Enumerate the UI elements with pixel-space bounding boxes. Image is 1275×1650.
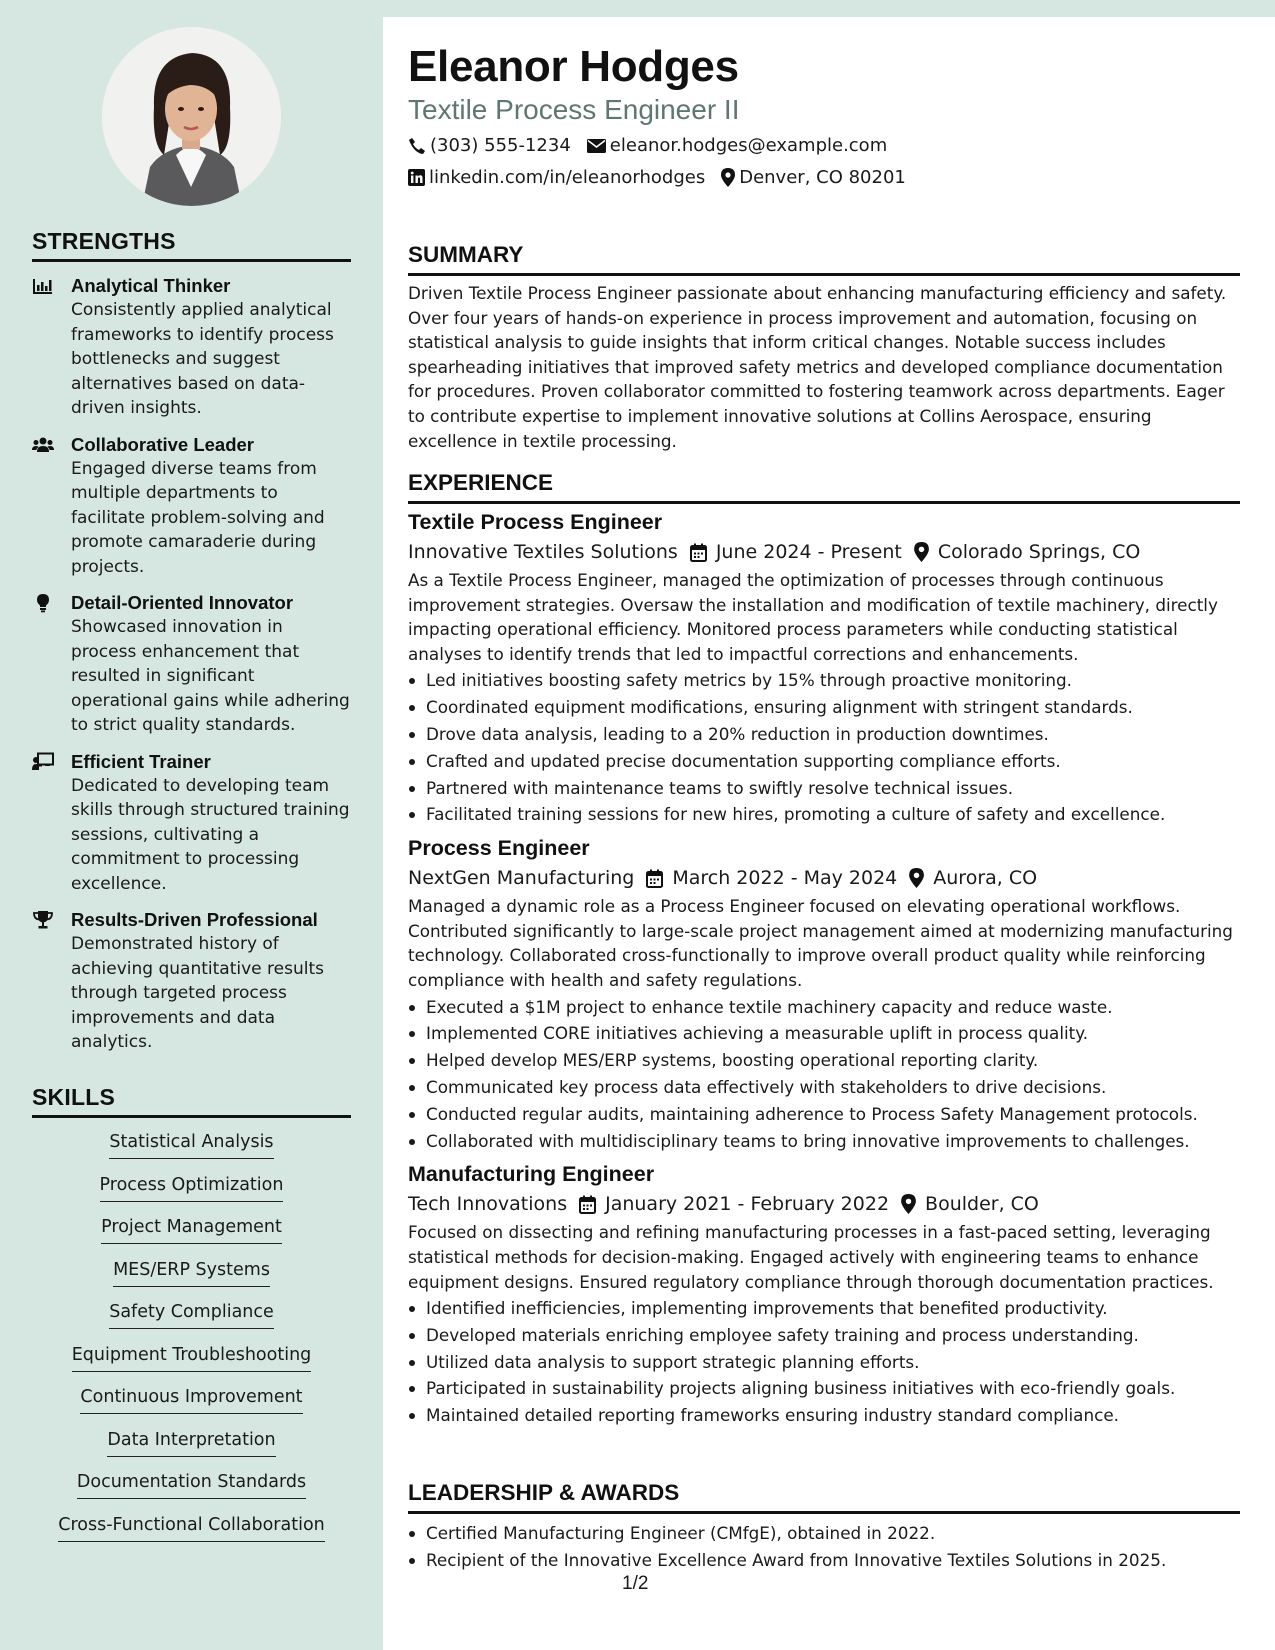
strength-item (32, 274, 351, 421)
candidate-title: Textile Process Engineer II (408, 94, 740, 125)
job-location (914, 541, 1141, 563)
job-dates-text: January 2021 - February 2022 (605, 1193, 890, 1216)
job-bullet: Led initiatives boosting safety metrics by 15% through proactive monitoring. (408, 667, 1240, 694)
job-location-text: Aurora, CO (933, 867, 1038, 890)
job-bullet: Maintained detailed reporting frameworks ensuring industry standard compliance. (408, 1402, 1240, 1429)
sidebar (0, 0, 383, 1650)
job-meta (408, 541, 1240, 563)
job-description: Focused on dissecting and refining manufacturing processes in a fast-paced setting, leveraging statistical methods for decision-making. Engaged actively with engineering teams to enhance equipment designs. Ensured regulatory compliance through thorough documentation practices. (408, 1222, 1214, 1292)
job-title: Textile Process Engineer (408, 510, 663, 534)
job-title: Manufacturing Engineer (408, 1162, 655, 1187)
job-dates (646, 867, 897, 889)
job-location-text: Boulder, CO (925, 1193, 1039, 1216)
skill-item: Statistical Analysis (109, 1130, 273, 1159)
map-pin-icon (914, 542, 929, 562)
strength-desc: Showcased innovation in process enhancement that resulted in significant operational gains while adhering to strict quality standards. (71, 617, 350, 735)
job-entry (408, 836, 1240, 1154)
chart-bar-icon (32, 276, 54, 296)
map-pin-icon (909, 868, 924, 888)
summary-section (408, 242, 1240, 453)
contact-row-2 (408, 167, 922, 188)
trophy-icon (32, 910, 54, 930)
strength-title: Detail-Oriented Innovator (71, 592, 294, 613)
job-bullet: Collaborated with multidisciplinary teams to bring innovative improvements to challenges. (408, 1128, 1240, 1155)
calendar-icon (646, 869, 663, 888)
job-bullet: Communicated key process data effectively with stakeholders to drive decisions. (408, 1074, 1240, 1101)
email-link[interactable]: eleanor.hodges@example.com (609, 135, 888, 156)
calendar-icon (690, 543, 707, 562)
strength-title: Efficient Trainer (71, 750, 211, 772)
experience-section (408, 470, 1240, 1429)
job-bullet: Helped develop MES/ERP systems, boosting operational reporting clarity. (408, 1047, 1240, 1074)
linkedin-icon (408, 169, 425, 186)
job-entry (408, 510, 1240, 828)
strengths-section (32, 228, 351, 1055)
job-bullet: Facilitated training sessions for new hires, promoting a culture of safety and excellence. (408, 801, 1240, 828)
job-bullet: Crafted and updated precise documentation supporting compliance efforts. (408, 748, 1240, 775)
job-bullets (408, 994, 1240, 1155)
phone-icon (408, 137, 426, 155)
skill-item: Process Optimization (100, 1173, 284, 1202)
job-company: Innovative Textiles Solutions (408, 541, 678, 563)
skill-item: Documentation Standards (77, 1470, 306, 1499)
job-location-text: Colorado Springs, CO (937, 541, 1141, 563)
job-bullet: Implemented CORE initiatives achieving a measurable uplift in process quality. (408, 1020, 1240, 1047)
phone-text: (303) 555-1234 (430, 135, 571, 156)
experience-heading: EXPERIENCE (408, 470, 1240, 504)
strength-item (32, 750, 351, 897)
strength-desc: Demonstrated history of achieving quantitative results through targeted process improvements and data analytics. (71, 934, 324, 1052)
lightbulb-icon (32, 593, 54, 613)
job-company: NextGen Manufacturing (408, 867, 635, 890)
job-location (901, 1193, 1039, 1215)
skill-item: Safety Compliance (109, 1300, 274, 1329)
job-meta (408, 1193, 1240, 1215)
job-description: Managed a dynamic role as a Process Engineer focused on elevating operational workflows. Contributed significantly to large-scale project management aimed at modernizing manufacturing technology. Collaborated cross-functionally to improve overall product quality while reinforcing compliance with health and safety regulations. (408, 896, 1233, 990)
skills-heading: SKILLS (32, 1084, 351, 1118)
job-meta (408, 867, 1240, 889)
linkedin-link[interactable]: linkedin.com/in/eleanorhodges (429, 167, 706, 188)
location-text: Denver, CO 80201 (739, 167, 906, 188)
job-bullet: Identified inefficiencies, implementing improvements that benefited productivity. (408, 1295, 1240, 1322)
job-description: As a Textile Process Engineer, managed the optimization of processes through continuous improvement strategies. Oversaw the installation and modification of textile machinery, directly impacting operational efficiency. Monitored process parameters while conducting statistical analyses to identify trends that led to impactful corrections and enhancements. (408, 570, 1218, 664)
strength-desc: Dedicated to developing team skills through structured training sessions, cultivating a commitment to processing excellence. (71, 775, 350, 894)
award-item: Recipient of the Innovative Excellence Award from Innovative Textiles Solutions in 2025. (408, 1547, 1240, 1574)
candidate-name: Eleanor Hodges (408, 42, 739, 91)
job-bullets (408, 1295, 1240, 1429)
job-bullet: Participated in sustainability projects aligning business initiatives with eco-friendly goals. (408, 1375, 1240, 1402)
awards-section (408, 1480, 1240, 1574)
skill-item: Data Interpretation (107, 1428, 275, 1457)
award-item: Certified Manufacturing Engineer (CMfgE), obtained in 2022. (408, 1520, 1240, 1547)
strength-title: Collaborative Leader (71, 433, 255, 455)
job-dates (690, 541, 902, 563)
job-bullet: Developed materials enriching employee safety training and process understanding. (408, 1322, 1240, 1349)
strength-desc: Engaged diverse teams from multiple departments to facilitate problem-solving and promote camaraderie during projects. (71, 458, 325, 577)
summary-heading: SUMMARY (408, 242, 1240, 276)
job-bullet: Coordinated equipment modifications, ensuring alignment with stringent standards. (408, 694, 1240, 721)
strength-item (32, 908, 351, 1055)
job-bullet: Utilized data analysis to support strategic planning efforts. (408, 1349, 1240, 1376)
job-bullet: Executed a $1M project to enhance textile machinery capacity and reduce waste. (408, 994, 1240, 1021)
map-pin-icon (721, 168, 735, 187)
job-bullet: Conducted regular audits, maintaining adherence to Process Safety Management protocols. (408, 1101, 1240, 1128)
skills-section (32, 1084, 351, 1555)
location-contact (721, 167, 906, 188)
job-company: Tech Innovations (408, 1193, 568, 1216)
skill-item: Cross-Functional Collaboration (58, 1513, 325, 1542)
job-bullet: Drove data analysis, leading to a 20% reduction in production downtimes. (408, 721, 1240, 748)
strength-title: Analytical Thinker (71, 275, 231, 296)
awards-heading: LEADERSHIP & AWARDS (408, 1480, 1240, 1514)
job-bullet: Partnered with maintenance teams to swiftly resolve technical issues. (408, 775, 1240, 802)
skill-item: Continuous Improvement (80, 1385, 302, 1414)
strengths-heading: STRENGTHS (32, 228, 351, 262)
email-contact[interactable] (587, 135, 887, 156)
awards-list (408, 1520, 1240, 1574)
strength-item (32, 433, 351, 580)
job-bullets (408, 667, 1240, 828)
avatar (102, 27, 281, 206)
strength-item (32, 591, 351, 738)
job-entry (408, 1162, 1240, 1429)
summary-text: Driven Textile Process Engineer passionate about enhancing manufacturing efficiency and safety. Over four years of hands-on experience in process improvement and automation, focusing on statistical analysis to guide insights that inform critical changes. Notable success includes spearheading initiatives that improved safety metrics and developed compliance documentation for procedures. Proven collaborator committed to fostering teamwork across departments. Eager to contribute expertise to implement innovative solutions at Collins Aerospace, ensuring excellence in textile processing. (408, 283, 1227, 451)
job-dates (579, 1193, 889, 1215)
map-pin-icon (901, 1194, 916, 1214)
page-number: 1/2 (622, 1573, 649, 1594)
linkedin-contact[interactable] (408, 167, 705, 188)
strength-title: Results-Driven Professional (71, 909, 318, 930)
users-icon (32, 435, 54, 455)
strength-desc: Consistently applied analytical frameworks to identify process bottlenecks and suggest alternatives based on data-driven insights. (71, 300, 334, 418)
envelope-icon (587, 138, 606, 154)
skill-item: Project Management (101, 1215, 282, 1244)
job-dates-text: March 2022 - May 2024 (672, 867, 898, 890)
job-dates-text: June 2024 - Present (715, 541, 902, 563)
job-title: Process Engineer (408, 836, 590, 861)
contact-row-1 (408, 135, 903, 156)
skills-list (32, 1118, 351, 1542)
chalkboard-teacher-icon (32, 752, 54, 772)
skill-item: Equipment Troubleshooting (72, 1343, 312, 1372)
job-location (909, 867, 1037, 889)
phone-contact (408, 135, 571, 156)
calendar-icon (579, 1195, 596, 1214)
skill-item: MES/ERP Systems (113, 1258, 270, 1287)
